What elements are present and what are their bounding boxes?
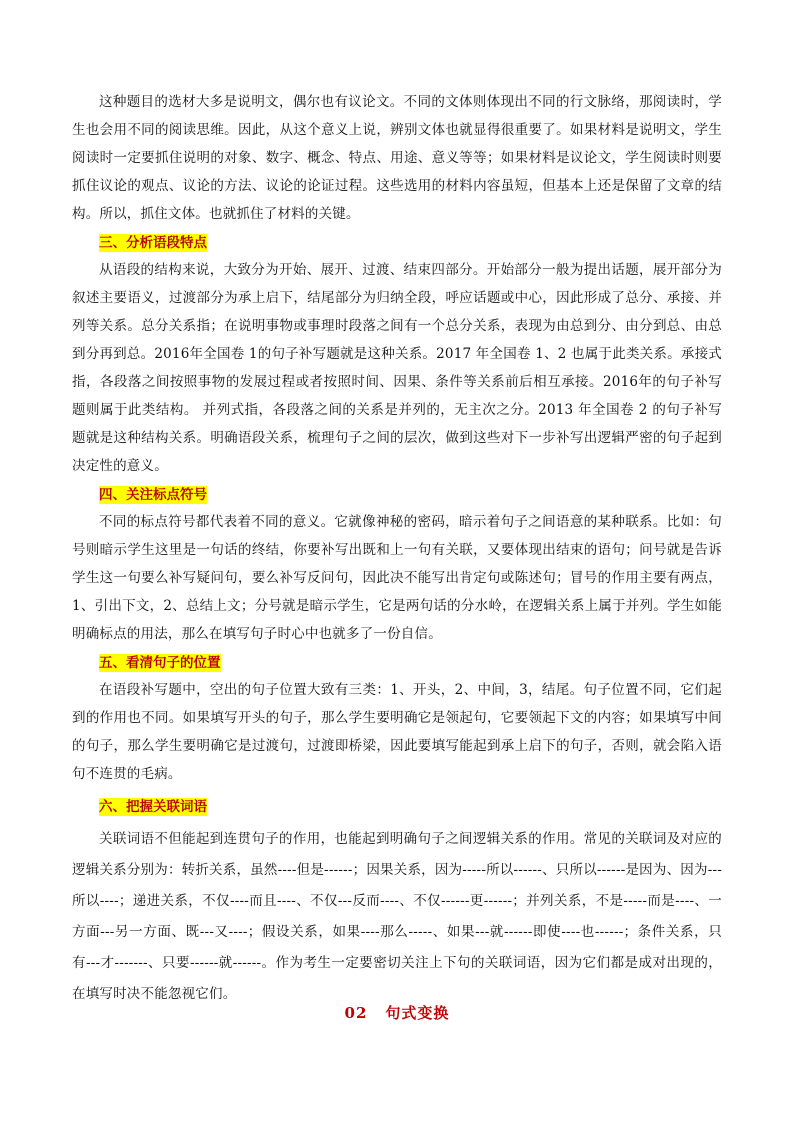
- section-title: [0, 1002, 794, 1023]
- heading-5: [72, 648, 722, 676]
- heading-4-label: 四、关注标点符号: [99, 487, 207, 503]
- heading-4: [72, 480, 722, 508]
- paragraph-connectives: 关联词语不但能起到连贯句子的作用，也能起到明确句子之间逻辑关系的作用。常见的关联词及对应的逻辑关系分别为：转折关系，虽然----但是------；因果关系，因为-----所以------、只所以------是因为、因为---所以----；递进关系，不仅----而且----、不仅---反而----、不仅------更------；并列关系，不是-----而是----、一方面---另一方面、既---又----；假设关系，如果----那么-----、如果---就------即使----也------；条件关系，只有---才-------、只要------就------。作为考生一定要密切关注上下句的关联词语，因为它们都是成对出现的，在填写时决不能忽视它们。: [72, 831, 722, 1002]
- paragraph-intro: 这种题目的选材大多是说明文，偶尔也有议论文。不同的文体则体现出不同的行文脉络，那阅读时，学生也会用不同的阅读思维。因此，从这个意义上说，辨别文体也就显得很重要了。如果材料是说明文，学生阅读时一定要抓住说明的对象、数字、概念、特点、用途、意义等等；如果材料是议论文，学生阅读时则要抓住议论的观点、议论的方法、议论的论证过程。这些选用的材料内容虽短，但基本上还是保留了文章的结构。所以，抓住文体。也就抓住了材料的关键。: [72, 94, 722, 222]
- document-body: [72, 88, 722, 1010]
- section-title-text: 句式变换: [385, 1004, 450, 1022]
- heading-5-label: 五、看清句子的位置: [99, 655, 221, 671]
- paragraph-punctuation: 不同的标点符号都代表着不同的意义。它就像神秘的密码，暗示着句子之间语意的某种联系。比如：句号则暗示学生这里是一句话的终结，你要补写出既和上一句有关联，又要体现出结束的语句；问号就是告诉学生这一句要么补写疑问句，要么补写反问句，因此决不能写出肯定句或陈述句；冒号的作用主要有两点，1、引出下文，2、总结上文；分号就是暗示学生，它是两句话的分水岭，在逻辑关系上属于并列。学生如能明确标点的用法，那么在填写句子时心中也就多了一份自信。: [72, 514, 722, 642]
- heading-6-label: 六、把握关联词语: [99, 799, 207, 815]
- paragraph-position: 在语段补写题中，空出的句子位置大致有三类：1、开头，2、中间，3，结尾。句子位置不同，它们起到的作用也不同。如果填写开头的句子，那么学生要明确它是领起句，它要领起下文的内容；如果填写中间的句子，那么学生要明确它是过渡句，过渡即桥梁，因此要填写能起到承上启下的句子，否则，就会陷入语句不连贯的毛病。: [72, 682, 722, 782]
- heading-3-label: 三、分析语段特点: [99, 235, 207, 251]
- section-number: 02: [344, 1004, 368, 1022]
- heading-3: [72, 228, 722, 256]
- heading-6: [72, 792, 722, 820]
- paragraph-structure: 从语段的结构来说，大致分为开始、展开、过渡、结束四部分。开始部分一般为提出话题，展开部分为叙述主要语义，过渡部分为承上启下，结尾部分为归纳全段，呼应话题或中心，因此形成了总分、承接、并列等关系。总分关系指；在说明事物或事理时段落之间有一个总分关系，表现为由总到分、由分到总、由总到分再到总。2016年全国卷 1的句子补写题就是这种关系。2017 年全国卷 1、2 也属于此类关系。承接式指，各段落之间按照事物的发展过程或者按照时间、因果、条件等关系前后相互承接。2016年的句子补写题则属于此类结构。 并列式指，各段落之间的关系是并列的，无主次之分。2013 年全国卷 2 的句子补写题就是这种结构关系。明确语段关系，梳理句子之间的层次，做到这些对下一步补写出逻辑严密的句子起到决定性的意义。: [72, 262, 722, 474]
